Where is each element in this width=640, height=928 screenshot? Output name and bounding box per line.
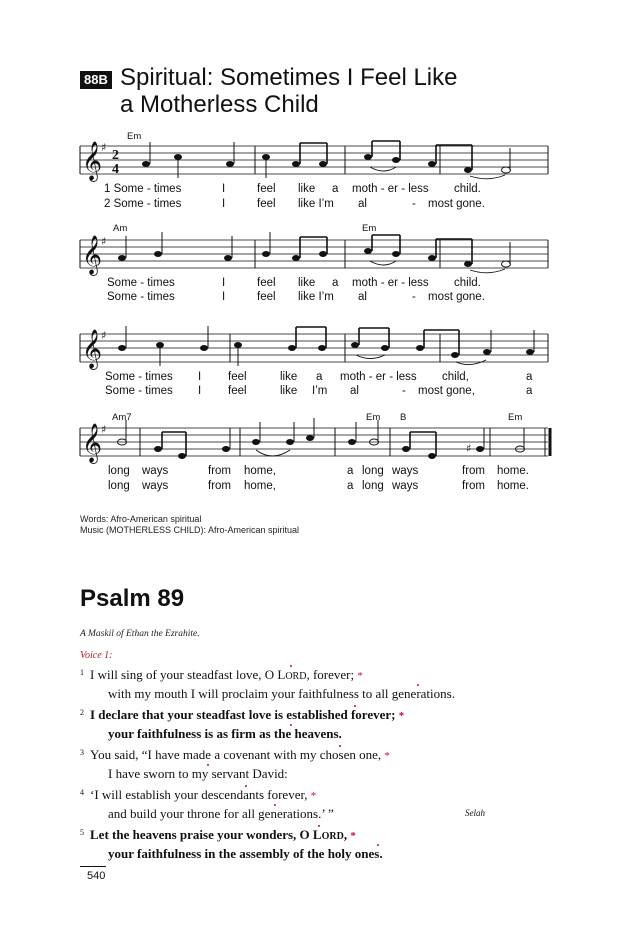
verse-line: ‘I will establish your descendants forever, *: [90, 787, 317, 802]
lyric-syllable: child.: [454, 183, 481, 195]
lyric-syllable: moth - er - less: [352, 183, 429, 195]
pointing-dot: [318, 825, 320, 827]
lyric-syllable: a: [316, 371, 323, 383]
lyric-syllable: al: [358, 291, 367, 303]
verse-line: You said, “I have made a covenant with my chosen one, *: [90, 747, 390, 762]
pointing-dot: [354, 705, 356, 707]
lyric-syllable: feel: [257, 183, 276, 195]
pointing-dot: [417, 684, 419, 686]
lyric-syllable: a: [347, 465, 354, 477]
lyric-syllable: feel: [257, 198, 276, 210]
psalm-title: Psalm 89: [80, 585, 185, 612]
verse-number: 5: [80, 828, 84, 837]
lyric-syllable: like I’m: [298, 198, 334, 210]
lyric-syllable: ways: [142, 465, 169, 477]
pointing-dot: [207, 764, 209, 766]
svg-text:♯: ♯: [466, 442, 472, 455]
pointing-dot: [290, 724, 292, 726]
svg-text:𝄞: 𝄞: [82, 235, 103, 275]
svg-text:𝄞: 𝄞: [82, 141, 103, 181]
lyric-syllable: a: [332, 183, 339, 195]
verse-number: 2: [80, 708, 84, 717]
chord-symbol: Em: [362, 223, 377, 234]
lyric-syllable: long: [108, 480, 130, 492]
lyric-syllable: child.: [454, 277, 481, 289]
slurs: [256, 167, 505, 456]
svg-text:𝄞: 𝄞: [82, 423, 103, 463]
lyric-syllable: I: [222, 291, 226, 303]
lyric-syllable: I: [198, 385, 202, 397]
words-credit: Words: Afro-American spiritual: [80, 514, 202, 524]
verse-line: your faithfulness in the assembly of the holy ones.: [108, 846, 383, 861]
voice-label: Voice 1:: [80, 650, 113, 661]
time-signature: [112, 148, 119, 177]
lyric-syllable: ways: [142, 480, 169, 492]
pointing-dot: [274, 804, 276, 806]
lyric-syllable: al: [350, 385, 359, 397]
page-number: 540: [87, 870, 106, 882]
pointing-star: *: [350, 830, 356, 842]
lyric-syllable: 1 Some - times: [104, 183, 182, 195]
lyric-syllable: ways: [392, 465, 419, 477]
verse-line: and build your throne for all generations.’ ”: [108, 806, 334, 821]
notes-system-3: [118, 326, 534, 366]
lyric-syllable: like I’m: [298, 291, 334, 303]
lyric-syllable: home.: [497, 465, 529, 477]
lyric-syllable: from: [462, 480, 485, 492]
lyric-syllable: al: [358, 198, 367, 210]
notes-system-2: [118, 232, 511, 267]
hymn-title-line1: Spiritual: Sometimes I Feel Like: [120, 64, 458, 91]
lyric-syllable: I: [222, 183, 226, 195]
page-number-rule: [80, 866, 106, 867]
lyric-syllable: most gone.: [428, 291, 485, 303]
chord-symbol: Em: [508, 412, 523, 423]
lyric-syllable: moth - er - less: [352, 277, 429, 289]
pointing-dot: [339, 745, 341, 747]
chord-symbol: B: [400, 412, 407, 423]
pointing-star: *: [310, 790, 317, 802]
lyric-syllable: I: [222, 198, 226, 210]
pointing-star: *: [384, 750, 390, 762]
verse-number: 4: [80, 788, 84, 797]
verse-line: your faithfulness is as firm as the heavens.: [108, 726, 342, 741]
lyric-syllable: from: [462, 465, 485, 477]
lyric-syllable: a: [332, 277, 339, 289]
chord-symbol: Em: [127, 131, 142, 142]
lyric-syllable: a: [526, 371, 533, 383]
lyric-syllable: Some - times: [107, 277, 175, 289]
lyric-syllable: home,: [244, 480, 276, 492]
lyric-syllable: most gone.: [428, 198, 485, 210]
chord-symbol: Em: [366, 412, 381, 423]
chord-symbol: Am7: [112, 412, 132, 423]
lyric-syllable: moth - er - less: [340, 371, 417, 383]
lyric-syllable: a: [347, 480, 354, 492]
lyric-syllable: feel: [228, 385, 247, 397]
lyric-syllable: long: [362, 480, 384, 492]
lyric-syllable: Some - times: [107, 291, 175, 303]
svg-text:♯: ♯: [101, 235, 107, 248]
pointing-star: *: [357, 670, 363, 682]
chord-symbol: Am: [113, 223, 128, 234]
lyric-syllable: -: [412, 198, 416, 210]
lyric-syllable: a: [526, 385, 533, 397]
lyric-syllable: home,: [244, 465, 276, 477]
psalm-superscription: A Maskil of Ethan the Ezrahite.: [80, 629, 200, 639]
lyric-syllable: home.: [497, 480, 529, 492]
lyric-syllable: most gone,: [418, 385, 475, 397]
lyric-syllable: from: [208, 465, 231, 477]
music-credit: Music (MOTHERLESS CHILD): Afro-American spiritual: [80, 525, 300, 535]
treble-clefs: [82, 141, 102, 464]
lyric-syllable: long: [362, 465, 384, 477]
hymn-title-line2: a Motherless Child: [120, 91, 319, 118]
lyric-syllable: I: [222, 277, 226, 289]
verse-number: 3: [80, 748, 84, 757]
verse-line: I have sworn to my servant David:: [108, 766, 288, 781]
verse-number: 1: [80, 668, 84, 677]
pointing-dot: [290, 665, 292, 667]
lyric-syllable: like: [280, 385, 298, 397]
verse-line: I will sing of your steadfast love, O LORD, forever; *: [90, 667, 363, 682]
lyric-syllable: like: [298, 183, 316, 195]
notes-system-4: [118, 418, 525, 459]
lyric-syllable: from: [208, 480, 231, 492]
lyric-syllable: long: [108, 465, 130, 477]
lyric-syllable: 2 Some - times: [104, 198, 182, 210]
pointing-dot: [377, 844, 379, 846]
svg-text:♯: ♯: [101, 423, 107, 436]
lyric-syllable: feel: [228, 371, 247, 383]
pointing-dot: [245, 785, 247, 787]
lyric-syllable: Some - times: [105, 385, 173, 397]
svg-text:4: 4: [112, 162, 119, 177]
lyric-syllable: feel: [257, 291, 276, 303]
lyric-syllable: -: [402, 385, 406, 397]
verse-line: I declare that your steadfast love is established forever; *: [90, 707, 405, 722]
lyric-syllable: child,: [442, 371, 469, 383]
svg-text:♯: ♯: [101, 329, 107, 342]
hymn-number-badge: 88B: [80, 71, 112, 89]
verse-line: with my mouth I will proclaim your faithfulness to all generations.: [108, 686, 455, 701]
svg-text:♯: ♯: [101, 141, 107, 154]
lyric-syllable: feel: [257, 277, 276, 289]
selah-marker: Selah: [465, 808, 485, 818]
lyric-syllable: like: [280, 371, 298, 383]
lyric-syllable: I: [198, 371, 202, 383]
svg-text:2: 2: [112, 148, 119, 163]
pointing-star: *: [398, 710, 405, 722]
hymn-credits: [80, 514, 299, 536]
notes-system-1: [142, 141, 511, 178]
lyric-syllable: -: [412, 291, 416, 303]
svg-text:𝄞: 𝄞: [82, 329, 103, 369]
lyric-syllable: ways: [392, 480, 419, 492]
lyric-syllable: I’m: [312, 385, 328, 397]
verse-line: Let the heavens praise your wonders, O LORD, *: [90, 827, 356, 842]
lyric-syllable: like: [298, 277, 316, 289]
lyric-syllable: Some - times: [105, 371, 173, 383]
